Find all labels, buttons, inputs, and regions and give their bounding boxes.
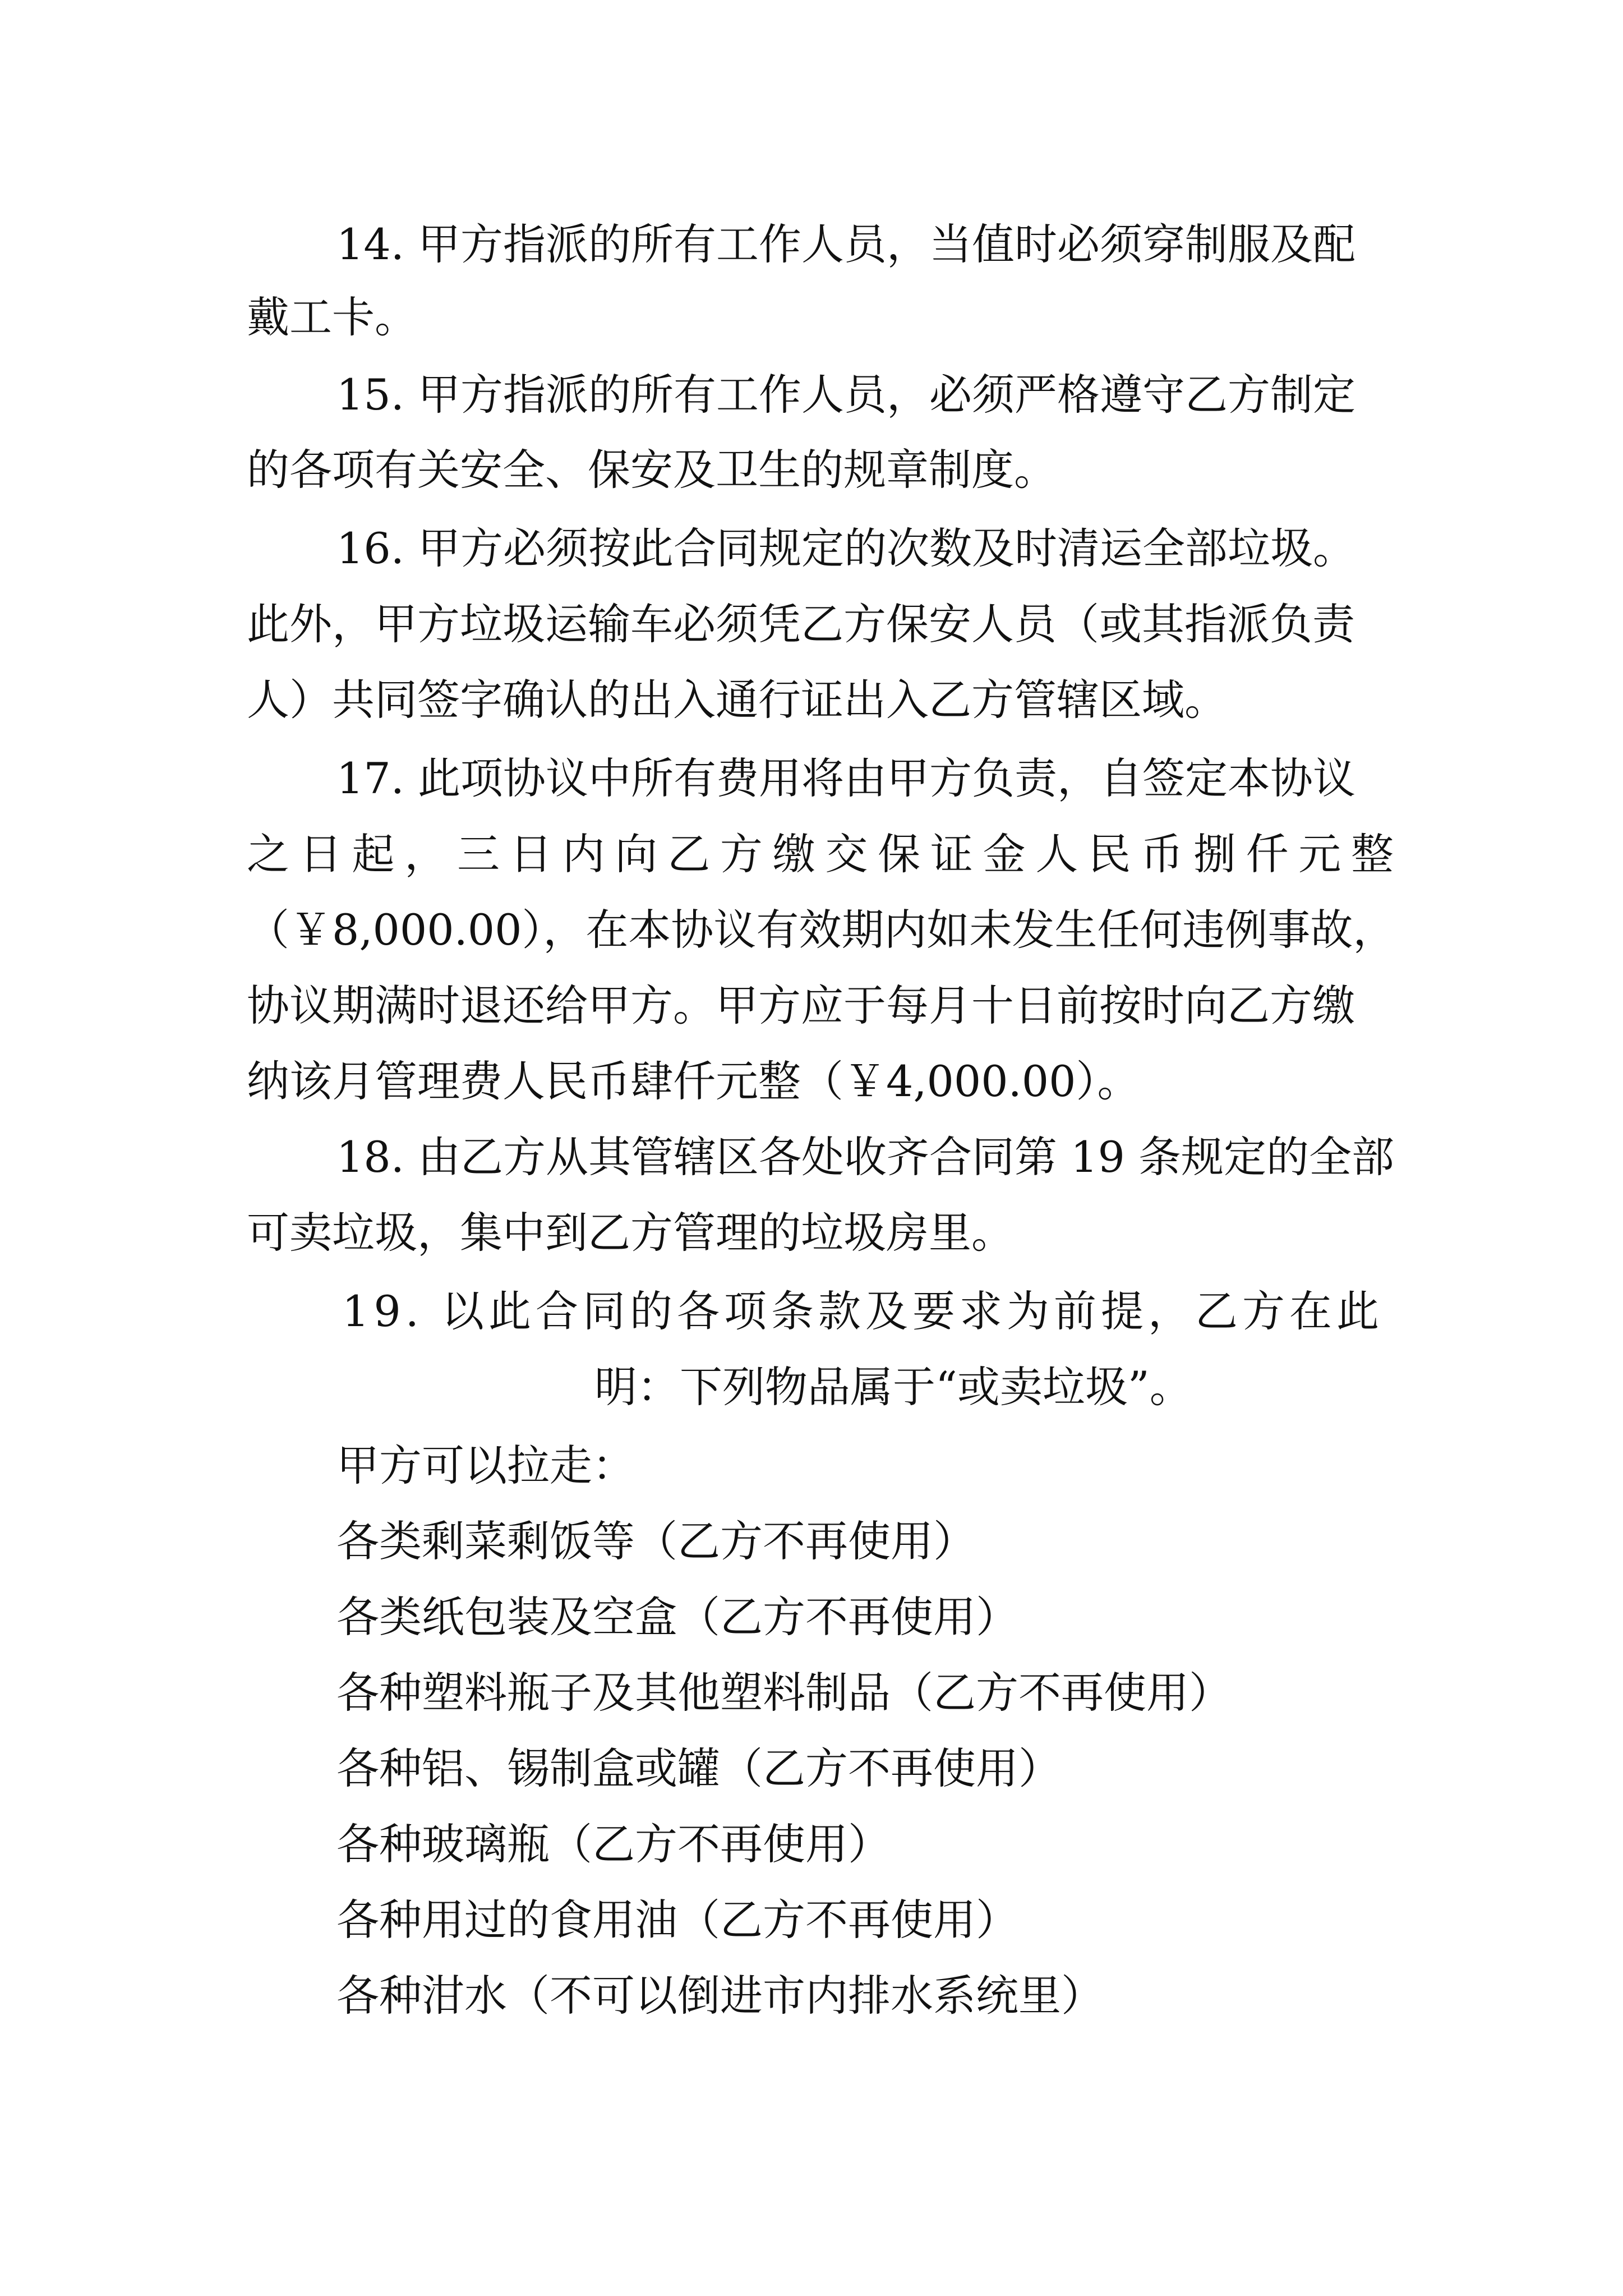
- clause-17-line-4: 协议期满时退还给甲方。甲方应于每月十日前按时向乙方缴: [247, 981, 1355, 1030]
- list-item: 各种铝、锡制盒或罐（乙方不再使用）: [336, 1743, 1061, 1793]
- clause-15-line-1: 15. 甲方指派的所有工作人员，必须严格遵守乙方制定: [336, 370, 1356, 420]
- clause-14-line-2: 戴工卡。: [247, 292, 417, 342]
- clause-17-line-1: 17. 此项协议中所有费用将由甲方负责，自签定本协议: [336, 753, 1356, 803]
- clause-16-line-2: 此外，甲方垃圾运输车必须凭乙方保安人员（或其指派负责: [247, 599, 1355, 649]
- clause-17-line-2: 之日起，三日内向乙方缴交保证金人民币捌仟元整: [247, 829, 1394, 879]
- clause-16-line-3: 人）共同签字确认的出入通行证出入乙方管辖区域。: [247, 675, 1227, 725]
- clause-14-line-1: 14. 甲方指派的所有工作人员，当值时必须穿制服及配: [336, 219, 1356, 269]
- clause-16-line-1: 16. 甲方必须按此合同规定的次数及时清运全部垃圾。: [336, 523, 1356, 573]
- clause-17-line-3: （￥8,000.00），在本协议有效期内如未发生任何违例事故，: [247, 905, 1396, 955]
- clause-18-line-2: 可卖垃圾，集中到乙方管理的垃圾房里。: [247, 1208, 1014, 1258]
- list-item: 各种塑料瓶子及其他塑料制品（乙方不再使用）: [336, 1668, 1232, 1718]
- clause-17-line-5: 纳该月管理费人民币肆仟元整（￥4,000.00）。: [247, 1056, 1140, 1106]
- list-item: 各种玻璃瓶（乙方不再使用）: [336, 1819, 891, 1869]
- clause-19-line-3: 甲方可以拉走：: [336, 1441, 635, 1490]
- clause-15-line-2: 的各项有关安全、保安及卫生的规章制度。: [247, 445, 1057, 495]
- list-item: 各种用过的食用油（乙方不再使用）: [336, 1895, 1018, 1945]
- list-item: 各种泔水（不可以倒进市内排水系统里）: [336, 1971, 1104, 2021]
- clause-19-line-1: 19. 以此合同的各项条款及要求为前提，乙方在此: [342, 1286, 1384, 1336]
- list-item: 各类纸包装及空盒（乙方不再使用）: [336, 1592, 1018, 1642]
- list-item: 各类剩菜剩饭等（乙方不再使用）: [336, 1516, 976, 1566]
- clause-18-line-1: 18. 由乙方从其管辖区各处收齐合同第 19 条规定的全部: [336, 1132, 1395, 1182]
- clause-19-line-2: 明：下列物品属于“或卖垃圾”。: [594, 1362, 1192, 1412]
